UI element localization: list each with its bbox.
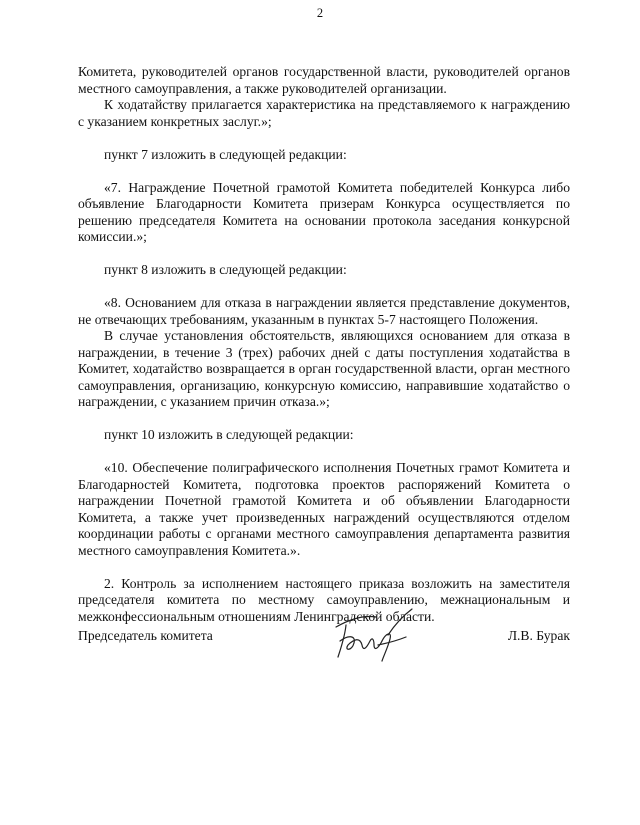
paragraph-continuation: Комитета, руководителей органов государственной власти, руководителей органов местного самоуправления, а также руководителей организации. [78, 64, 570, 96]
paragraph-item10-text: «10. Обеспечение полиграфического исполнения Почетных грамот Комитета и Благодарностей Комитета, подготовка проектов распоряжений Комитета о награждении Почетной грамотой Комитета и об объявлении Благодарности Комитета, а также учет произведенных награждений осуществляются отделом координации работы с органами местного самоуправления департамента развития местного самоуправления Комитета.». [78, 460, 570, 558]
signatory-name: Л.В. Бурак [507, 628, 570, 643]
paragraph-item7-text: «7. Награждение Почетной грамотой Комитета победителей Конкурса либо объявление Благодарности Комитета призерам Конкурса осуществляется по решению председателя Комитета на основании протокола заседания конкурсной комиссии.»; [78, 179, 570, 244]
page-number: 2 [316, 6, 324, 20]
paragraph-control: 2. Контроль за исполнением настоящего приказа возложить на заместителя председателя комитета по местному самоуправлению, межнациональным и межконфессиональным отношениям Ленинградской области. [78, 575, 570, 624]
paragraph-item7-heading: пункт 7 изложить в следующей редакции: [104, 146, 347, 162]
document-body [78, 64, 570, 625]
paragraph-item8-refusal: В случае установления обстоятельств, являющихся основанием для отказа в награждении, в течение 3 (трех) рабочих дней с даты поступления ходатайства в Комитет, ходатайство возвращается в орган государственной власти, орган местного самоуправления, организацию, конкурсную комиссию, направившие ходатайство о награждении, с указанием причин отказа.»; [78, 328, 570, 409]
signature-block [78, 625, 570, 685]
paragraph-item8-text: «8. Основанием для отказа в награждении является представление документов, не отвечающих требованиям, указанным в пунктах 5-7 настоящего Положения. [78, 295, 570, 327]
paragraph-item10-heading: пункт 10 изложить в следующей редакции: [104, 427, 354, 442]
paragraph-item8-heading: пункт 8 изложить в следующей редакции: [104, 262, 347, 277]
signatory-title: Председатель комитета [78, 628, 213, 643]
handwritten-signature [330, 605, 420, 663]
paragraph-attachment: К ходатайству прилагается характеристика на представляемого к награждению с указанием конкретных заслуг.»; [78, 97, 570, 129]
